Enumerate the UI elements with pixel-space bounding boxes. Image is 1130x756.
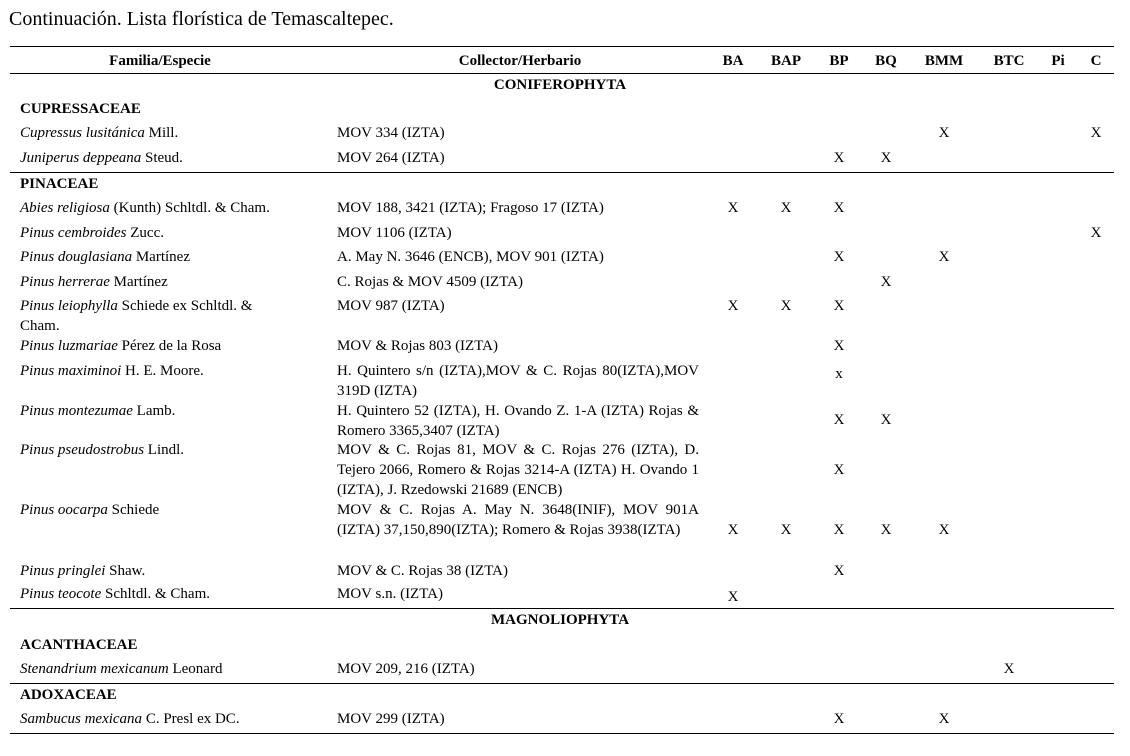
- species-name: [20, 148, 183, 168]
- presence-mark-ba: X: [727, 589, 739, 605]
- header-rule: [10, 73, 1114, 74]
- species-author: Schltdl. & Cham.: [104, 586, 210, 602]
- presence-mark-bp: X: [833, 462, 845, 478]
- species-binomial: Stenandrium mexicanum: [20, 661, 169, 677]
- presence-mark-bp: X: [833, 338, 845, 354]
- family-rule: [10, 683, 1114, 684]
- species-binomial: Pinus douglasiana: [20, 249, 133, 265]
- presence-mark-btc: X: [1003, 661, 1015, 677]
- collector-cell: MOV s.n. (IZTA): [337, 586, 444, 602]
- species-author: Shaw.: [109, 563, 146, 579]
- species-author-continued: Cham.: [20, 318, 60, 334]
- presence-mark-bp: X: [833, 412, 845, 428]
- presence-mark-ba: X: [727, 200, 739, 216]
- presence-mark-c: X: [1090, 125, 1102, 141]
- family-heading: PINACEAE: [20, 176, 99, 192]
- collector-cell: MOV 209, 216 (IZTA): [337, 661, 475, 677]
- species-binomial: Sambucus mexicana: [20, 711, 143, 727]
- presence-mark-bmm: X: [938, 522, 950, 538]
- presence-mark-bp: X: [833, 249, 845, 265]
- species-name: [20, 659, 222, 679]
- collector-cell: H. Quintero 52 (IZTA), H. Ovando Z. 1-A (IZTA) Rojas & Romero 3365,3407 (IZTA): [337, 403, 699, 439]
- column-header-pi: Pi: [1051, 53, 1065, 69]
- division-heading: CONIFEROPHYTA: [493, 77, 627, 93]
- collector-cell: MOV 1106 (IZTA): [337, 225, 452, 241]
- column-header-bp: BP: [829, 53, 849, 69]
- species-name: [20, 123, 178, 143]
- species-binomial: Pinus montezumae: [20, 403, 133, 419]
- species-name: [20, 247, 190, 267]
- species-binomial: Pinus oocarpa: [20, 502, 108, 518]
- presence-mark-ba: X: [727, 298, 739, 314]
- collector-cell: MOV & C. Rojas A. May N. 3648(INIF), MOV 901A (IZTA) 37,150,890(IZTA); Romero & Rojas 3938(IZTA): [337, 502, 699, 538]
- column-header-bq: BQ: [875, 53, 897, 69]
- species-binomial: Pinus luzmariae: [20, 338, 118, 354]
- species-binomial: Pinus teocote: [20, 586, 102, 602]
- species-name: [20, 336, 221, 356]
- column-header-bmm: BMM: [924, 53, 964, 69]
- presence-mark-bap: X: [780, 298, 792, 314]
- column-header-c: C: [1090, 53, 1102, 69]
- species-author: (Kunth) Schltdl. & Cham.: [113, 200, 270, 216]
- collector-cell: C. Rojas & MOV 4509 (IZTA): [337, 274, 524, 290]
- presence-mark-bp: X: [833, 200, 845, 216]
- collector-cell: MOV & C. Rojas 81, MOV & C. Rojas 276 (IZTA), D. Tejero 2066, Romero & Rojas 3214-A (IZTA) H. Ovando 1 (IZTA), J. Rzedowski 21689 (ENCB): [337, 442, 699, 498]
- species-name: [20, 440, 184, 460]
- presence-mark-bap: X: [780, 200, 792, 216]
- species-name: [20, 561, 145, 581]
- species-author: Schiede ex Schltdl. &: [121, 298, 253, 314]
- collector-cell: MOV & Rojas 803 (IZTA): [337, 338, 499, 354]
- species-author: Lindl.: [147, 442, 185, 458]
- species-name: [20, 223, 164, 243]
- presence-mark-c: X: [1090, 225, 1102, 241]
- collector-cell: MOV 987 (IZTA): [337, 298, 445, 314]
- species-binomial: Juniperus deppeana: [20, 150, 142, 166]
- species-name: [20, 198, 270, 218]
- table-top-rule: [10, 46, 1114, 47]
- species-name: [20, 500, 159, 520]
- presence-mark-bmm: X: [938, 125, 950, 141]
- species-author: Pérez de la Rosa: [121, 338, 222, 354]
- presence-mark-bp: X: [833, 711, 845, 727]
- presence-mark-ba: X: [727, 522, 739, 538]
- collector-cell: H. Quintero s/n (IZTA),MOV & C. Rojas 80(IZTA),MOV 319D (IZTA): [337, 363, 699, 399]
- family-heading: ACANTHACEAE: [20, 637, 138, 653]
- species-author: Lamb.: [136, 403, 176, 419]
- species-binomial: Pinus leiophylla: [20, 298, 118, 314]
- column-header-btc: BTC: [993, 53, 1025, 69]
- presence-mark-bp: X: [833, 522, 845, 538]
- collector-cell: MOV 264 (IZTA): [337, 150, 445, 166]
- species-binomial: Pinus cembroides: [20, 225, 127, 241]
- presence-mark-bmm: X: [938, 249, 950, 265]
- species-binomial: Cupressus lusitánica: [20, 125, 145, 141]
- collector-cell: MOV & C. Rojas 38 (IZTA): [337, 563, 509, 579]
- species-name: [20, 272, 168, 292]
- species-author: Steud.: [144, 150, 183, 166]
- species-author: Martínez: [113, 274, 168, 290]
- species-author: H. E. Moore.: [125, 363, 204, 379]
- division-heading: MAGNOLIOPHYTA: [490, 612, 630, 628]
- column-header-bap: BAP: [771, 53, 801, 69]
- species-author: Martínez: [135, 249, 190, 265]
- species-binomial: Pinus maximinoi: [20, 363, 122, 379]
- collector-cell: MOV 299 (IZTA): [337, 711, 445, 727]
- presence-mark-bq: X: [880, 412, 892, 428]
- collector-cell: MOV 334 (IZTA): [337, 125, 445, 141]
- table-caption: Continuación. Lista florística de Temascaltepec.: [9, 8, 394, 30]
- division-rule: [10, 608, 1114, 609]
- species-author: Schiede: [111, 502, 160, 518]
- presence-mark-bp: X: [833, 298, 845, 314]
- species-name: [20, 709, 240, 729]
- presence-mark-bq: X: [880, 274, 892, 290]
- species-name: [20, 361, 204, 381]
- column-header-ba: BA: [722, 53, 744, 69]
- species-author: C. Presl ex DC.: [145, 711, 240, 727]
- table-bottom-rule: [10, 733, 1114, 734]
- family-heading: ADOXACEAE: [20, 687, 117, 703]
- family-rule: [10, 172, 1114, 173]
- presence-mark-bap: X: [780, 522, 792, 538]
- species-name: [20, 584, 210, 604]
- presence-mark-bq: X: [880, 150, 892, 166]
- species-binomial: Pinus pseudostrobus: [20, 442, 145, 458]
- column-header-familia: Familia/Especie: [109, 53, 211, 69]
- family-heading: CUPRESSACEAE: [20, 101, 141, 117]
- species-name: [20, 401, 175, 421]
- species-binomial: Abies religiosa: [20, 200, 110, 216]
- species-author: Zucc.: [130, 225, 164, 241]
- species-author: Mill.: [148, 125, 179, 141]
- species-binomial: Pinus pringlei: [20, 563, 106, 579]
- presence-mark-bmm: X: [938, 711, 950, 727]
- species-author: Leonard: [172, 661, 223, 677]
- species-binomial: Pinus herrerae: [20, 274, 110, 290]
- collector-cell: MOV 188, 3421 (IZTA); Fragoso 17 (IZTA): [337, 200, 604, 216]
- presence-mark-bp: X: [833, 150, 845, 166]
- collector-cell: A. May N. 3646 (ENCB), MOV 901 (IZTA): [337, 249, 604, 265]
- presence-mark-bq: X: [880, 522, 892, 538]
- column-header-colector: Collector/Herbario: [458, 53, 582, 69]
- species-name: [20, 296, 252, 316]
- presence-mark-bp: X: [833, 563, 845, 579]
- presence-mark-bp: x: [835, 366, 843, 382]
